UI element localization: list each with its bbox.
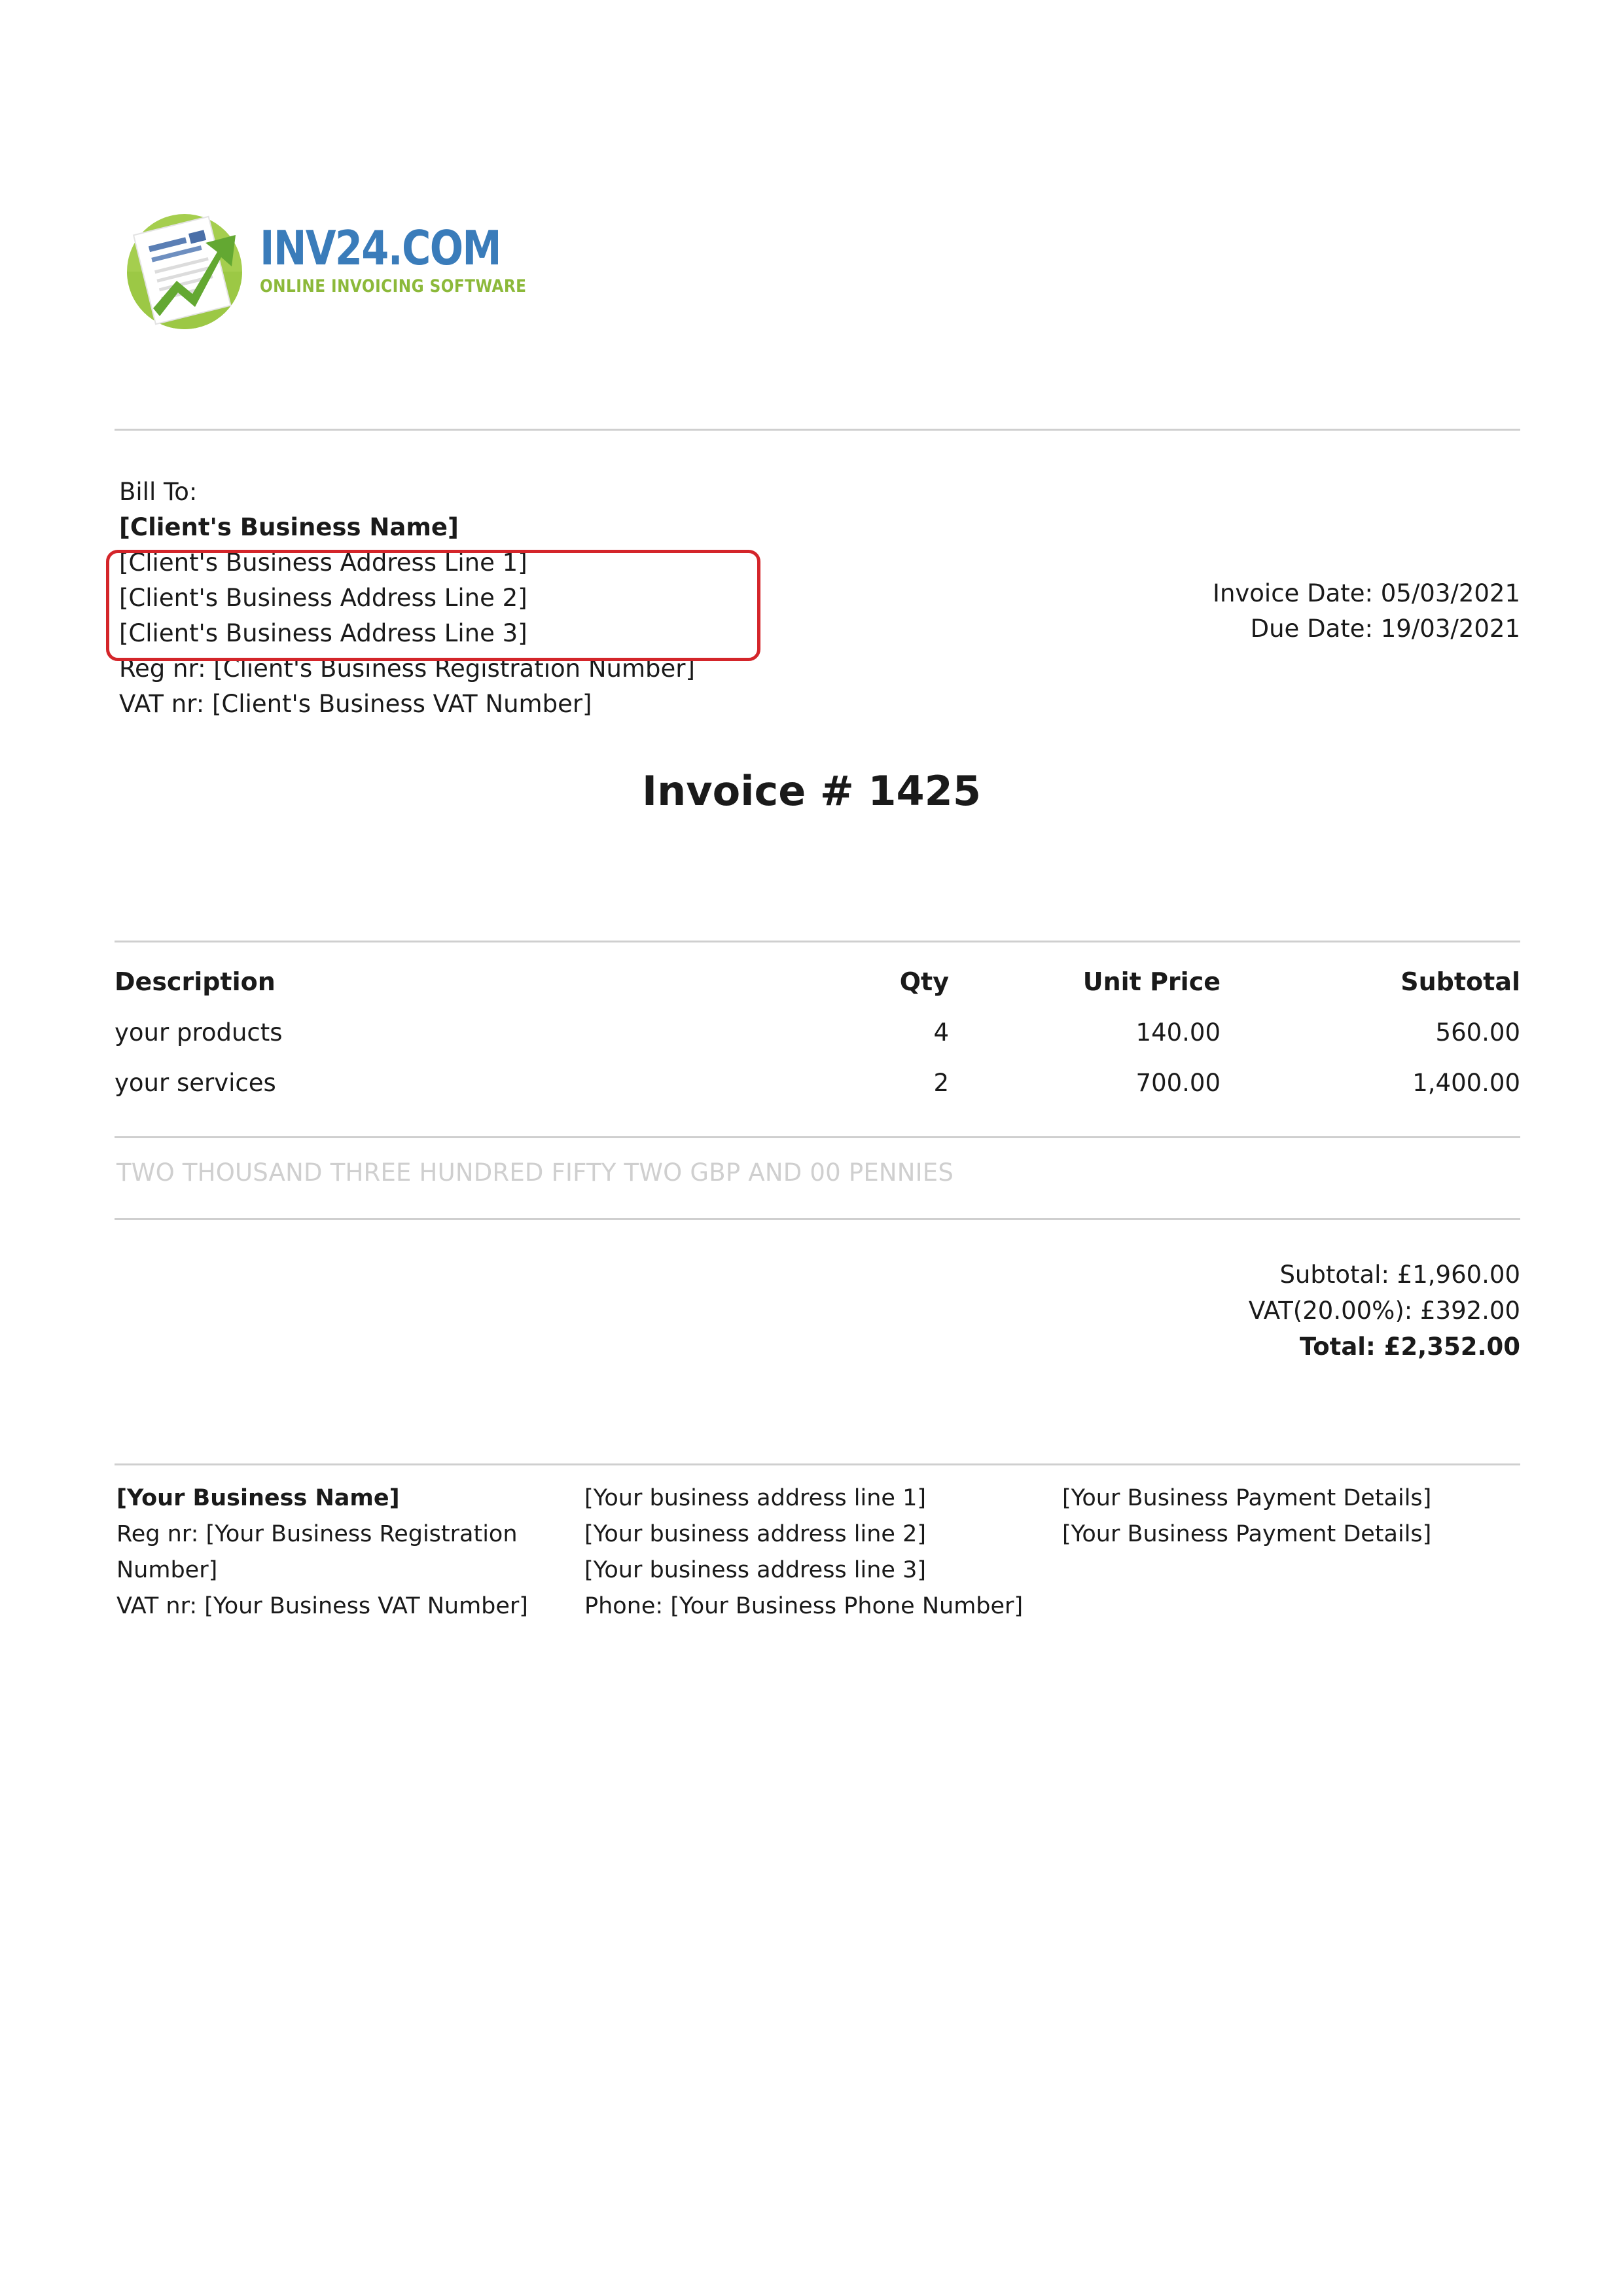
subtotal-amount: Subtotal: £1,960.00 xyxy=(1279,1261,1520,1289)
header-unit-price: Unit Price xyxy=(1082,967,1221,996)
payment-details-2: [Your Business Payment Details] xyxy=(1062,1521,1432,1547)
your-address-line-1: [Your business address line 1] xyxy=(584,1485,927,1511)
cell-description: your services xyxy=(115,1069,276,1097)
total-amount: Total: £2,352.00 xyxy=(1299,1333,1520,1361)
header-subtotal: Subtotal xyxy=(1400,967,1520,996)
logo-wordmark: INV24.COM xyxy=(260,221,501,276)
table-header-row xyxy=(115,967,1520,1018)
table-row xyxy=(115,1018,1520,1069)
payment-details-1: [Your Business Payment Details] xyxy=(1062,1485,1432,1511)
footer-block xyxy=(116,1480,1520,1624)
vat-amount: VAT(20.00%): £392.00 xyxy=(1248,1297,1520,1325)
page-title: Invoice # 1425 xyxy=(642,767,981,815)
due-date: Due Date: 19/03/2021 xyxy=(1250,615,1520,643)
header-qty: Qty xyxy=(899,967,949,996)
footer-payment-column xyxy=(1062,1480,1520,1624)
client-address-line-1: [Client's Business Address Line 1] xyxy=(119,548,527,577)
line-items-table xyxy=(115,967,1520,1119)
cell-subtotal: 560.00 xyxy=(1435,1018,1520,1047)
divider-footer xyxy=(115,1463,1520,1465)
header-description: Description xyxy=(115,967,276,996)
cell-qty: 4 xyxy=(933,1018,949,1047)
table-row xyxy=(115,1069,1520,1119)
cell-unit-price: 140.00 xyxy=(1135,1018,1221,1047)
footer-address-column xyxy=(584,1480,1062,1624)
totals-block xyxy=(1249,1257,1520,1365)
cell-qty: 2 xyxy=(933,1069,949,1097)
divider-header xyxy=(115,429,1520,431)
divider-table-top xyxy=(115,941,1520,942)
cell-subtotal: 1,400.00 xyxy=(1412,1069,1520,1097)
your-vat-nr: VAT nr: [Your Business VAT Number] xyxy=(116,1593,528,1619)
your-phone: Phone: [Your Business Phone Number] xyxy=(584,1593,1024,1619)
invoice-arrow-logo-icon xyxy=(119,211,253,332)
divider-words-bottom xyxy=(115,1218,1520,1220)
company-logo xyxy=(119,206,525,337)
cell-description: your products xyxy=(115,1018,283,1047)
bill-to-block xyxy=(119,475,904,722)
client-reg-nr: Reg nr: [Client's Business Registration Number] xyxy=(119,655,695,683)
client-address-line-2: [Client's Business Address Line 2] xyxy=(119,584,527,612)
logo-text xyxy=(260,221,527,296)
amount-in-words: TWO THOUSAND THREE HUNDRED FIFTY TWO GBP AND 00 PENNIES xyxy=(116,1158,954,1187)
your-address-line-3: [Your business address line 3] xyxy=(584,1557,927,1583)
your-reg-nr: Reg nr: [Your Business Registration Number] xyxy=(116,1521,518,1583)
invoice-dates-block xyxy=(1213,576,1520,647)
client-address-line-3: [Client's Business Address Line 3] xyxy=(119,619,527,647)
divider-words-top xyxy=(115,1136,1520,1138)
logo-tagline: ONLINE INVOICING SOFTWARE xyxy=(260,276,527,296)
your-address-line-2: [Your business address line 2] xyxy=(584,1521,927,1547)
client-vat-nr: VAT nr: [Client's Business VAT Number] xyxy=(119,690,592,718)
invoice-date: Invoice Date: 05/03/2021 xyxy=(1213,579,1520,607)
bill-to-label: Bill To: xyxy=(119,478,198,506)
cell-unit-price: 700.00 xyxy=(1135,1069,1221,1097)
client-business-name: [Client's Business Name] xyxy=(119,513,459,541)
your-business-name: [Your Business Name] xyxy=(116,1485,400,1511)
footer-business-column xyxy=(116,1480,584,1624)
